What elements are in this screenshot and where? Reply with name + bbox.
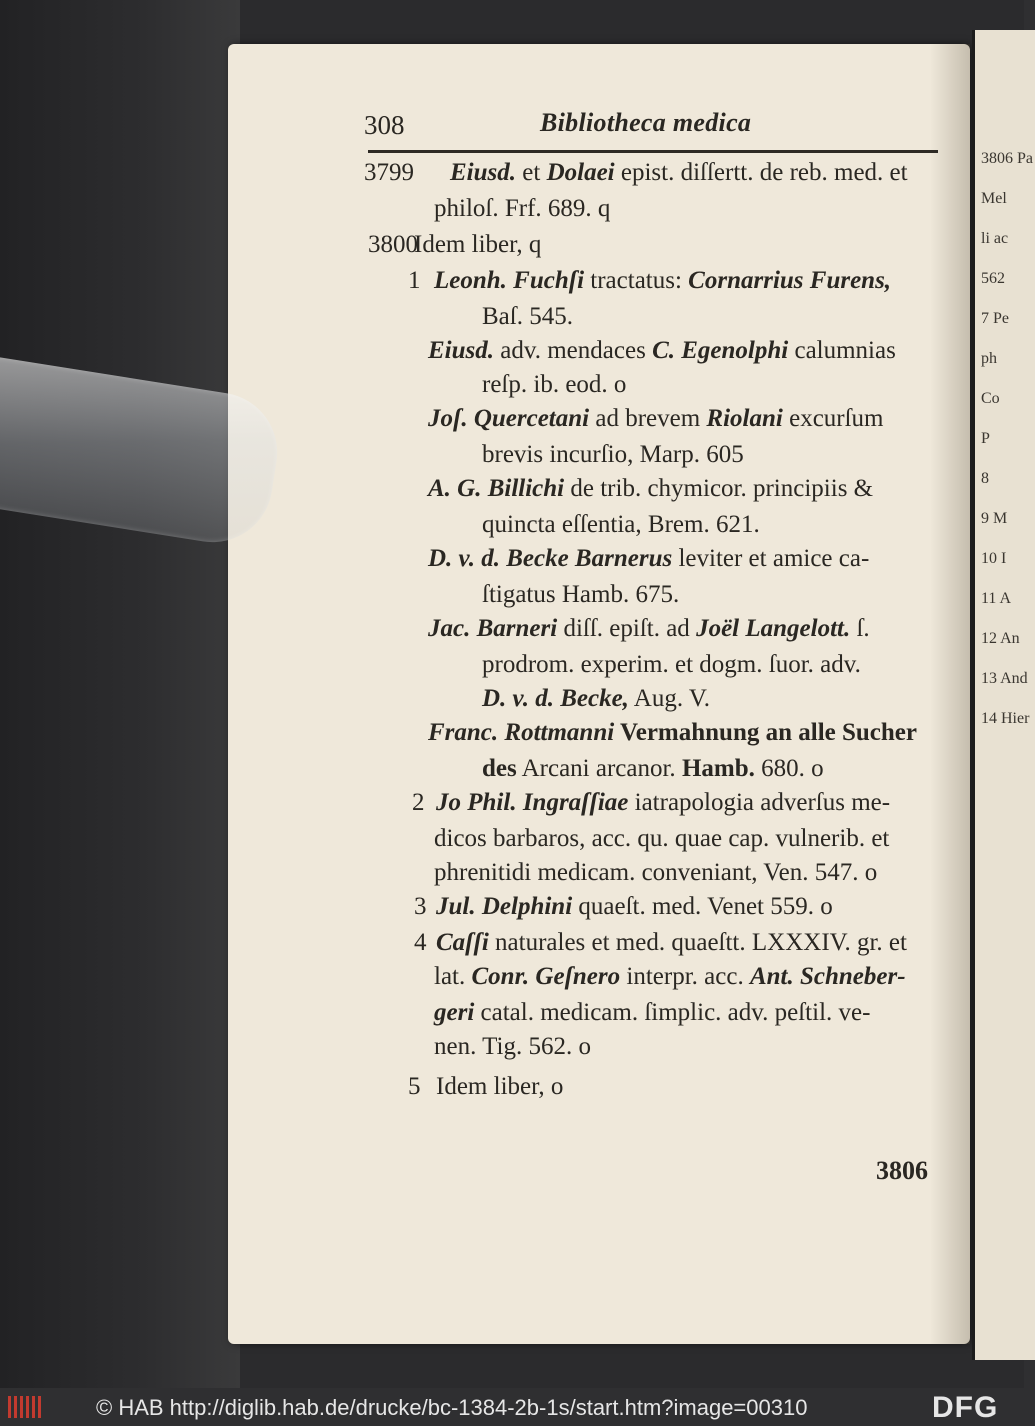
entry-line <box>436 1072 563 1102</box>
entry-number: 3 <box>414 893 427 920</box>
entry-text-segment: Joſ. Quercetani <box>428 405 590 432</box>
entry-text-segment: Eiusd. <box>428 337 495 364</box>
entry-text-segment: Eiusd. <box>450 159 517 186</box>
catchword: 3806 <box>876 1156 928 1185</box>
entry-text-segment: Vermahnung an alle Sucher <box>614 719 918 746</box>
entry-text-segment: brevis incurſio, Marp. 605 <box>482 441 744 468</box>
entry-number: 1 <box>408 267 421 294</box>
entry-line <box>482 580 679 610</box>
entry-text-segment: interpr. acc. <box>620 963 750 990</box>
entry-line <box>428 544 869 574</box>
entry-text-segment: excurſum <box>782 405 884 432</box>
entry-line <box>450 158 908 188</box>
entry-text-segment: D. v. d. Becke, <box>482 685 629 712</box>
entry-text-segment: 680. o <box>754 755 824 782</box>
entry-text-segment: adv. mendaces <box>494 337 653 364</box>
facing-page-fragment: 13 And <box>981 670 1028 687</box>
entry-text-segment: Franc. Rottmanni <box>428 719 615 746</box>
entry-line <box>434 194 610 224</box>
facing-page-fragment: 3806 Pa <box>981 150 1033 167</box>
entry-text-segment: Baſ. 545. <box>482 303 573 330</box>
entry-text-segment: et <box>516 159 547 186</box>
entry-line <box>428 474 873 504</box>
entry-line <box>434 266 891 296</box>
entry-text-segment: Leonh. Fuchſi <box>434 267 585 294</box>
entry-line <box>434 824 889 854</box>
header-rule <box>368 150 938 153</box>
entry-number: 4 <box>414 929 427 956</box>
entry-text-segment: quaeſt. med. Venet 559. o <box>572 893 833 920</box>
facing-page-fragment: 7 Pe <box>981 310 1009 327</box>
facing-page-fragment: 562 <box>981 270 1005 287</box>
entry-line <box>414 230 541 260</box>
entry-text-segment: philoſ. Frf. 689. q <box>434 195 611 222</box>
facing-page-fragment: 14 Hier <box>981 710 1030 727</box>
entry-text-segment: Arcani arcanor. <box>516 755 682 782</box>
facing-page-fragment: li ac <box>981 230 1009 247</box>
entry-text-segment: C. Egenolphi <box>652 337 789 364</box>
entry-text-segment: leviter et amice ca- <box>672 545 870 572</box>
entry-number: 2 <box>412 789 425 816</box>
page-number: 308 <box>364 110 405 140</box>
entry-line <box>428 404 884 434</box>
entry-text-segment: Conr. Geſnero <box>471 963 621 990</box>
entry-text-segment: reſp. ib. eod. o <box>482 371 627 398</box>
entry-text-segment: lat. <box>434 963 472 990</box>
entry-text-segment: Jo Phil. Ingraſſiae <box>436 789 629 816</box>
entry-text-segment: phrenitidi medicam. conveniant, Ven. 547. o <box>434 859 878 886</box>
facing-page-fragment: 11 A <box>981 590 1012 607</box>
entry-text-segment: ſtigatus Hamb. 675. <box>482 581 680 608</box>
entry-text-segment: epist. diſſertt. de reb. med. et <box>614 159 908 186</box>
page-gutter-shadow <box>930 44 970 1344</box>
entry-text-segment: ad brevem <box>589 405 707 432</box>
entry-text-segment: Caſſi <box>436 929 489 956</box>
entry-text-segment: A. G. Billichi <box>428 475 565 502</box>
entry-text-segment: Jac. Barneri <box>428 615 558 642</box>
entry-line <box>482 650 861 680</box>
entry-text-segment: prodrom. experim. et dogm. ſuor. adv. <box>482 651 861 678</box>
entry-text-segment: Hamb. <box>681 755 755 782</box>
entry-text-segment: Aug. V. <box>628 685 710 712</box>
entry-number: 3799 <box>364 159 414 186</box>
footer-bar <box>0 1388 1024 1426</box>
entry-line <box>434 962 906 992</box>
entry-number: 5 <box>408 1073 421 1100</box>
entry-number: 3800 <box>368 231 418 258</box>
entry-line <box>482 302 573 332</box>
facing-page-fragment: 12 An <box>981 630 1020 647</box>
entry-line <box>482 440 744 470</box>
entry-line <box>482 754 824 784</box>
entry-text-segment: Dolaei <box>546 159 615 186</box>
entry-text-segment: Jul. Delphini <box>436 893 573 920</box>
entry-line <box>434 1032 591 1062</box>
copyright-url-text: © HAB http://diglib.hab.de/drucke/bc-1384-2b-1s/start.htm?image=00310 <box>96 1395 808 1420</box>
entry-text-segment: Ant. Schneber- <box>749 963 906 990</box>
hab-logo-icon <box>6 1392 46 1422</box>
entry-text-segment: dicos barbaros, acc. qu. quae cap. vulnerib. et <box>434 825 890 852</box>
entry-text-segment: naturales et med. quaeſtt. LXXXIV. gr. et <box>488 929 907 956</box>
entry-line <box>482 510 760 540</box>
entry-line <box>482 684 710 714</box>
scanner-background <box>0 0 240 1388</box>
entry-text-segment: ſ. <box>850 615 870 642</box>
facing-page-fragment: 9 M <box>981 510 1008 527</box>
entry-text-segment: Idem liber, o <box>436 1073 564 1100</box>
entry-line <box>434 998 870 1028</box>
facing-page-fragment: 10 I <box>981 550 1007 567</box>
entry-text-segment: Joël Langelott. <box>696 615 851 642</box>
entry-text-segment: D. v. d. Becke Barnerus <box>428 545 673 572</box>
entry-text-segment: nen. Tig. 562. o <box>434 1033 591 1060</box>
entry-text-segment: quincta eſſentia, Brem. 621. <box>482 511 760 538</box>
entry-text-segment: Cornarrius Furens, <box>688 267 892 294</box>
entry-line <box>428 718 917 748</box>
entry-text-segment: des <box>482 755 517 782</box>
facing-page-fragment: Mel <box>981 190 1007 207</box>
facing-page-fragment: 8 <box>981 470 989 487</box>
entry-text-segment: diſſ. epiſt. ad <box>557 615 697 642</box>
entry-line <box>436 892 833 922</box>
book-page <box>228 44 970 1344</box>
entry-line <box>436 928 907 958</box>
running-head: Bibliotheca medica <box>540 108 752 137</box>
entry-text-segment: calumnias <box>788 337 896 364</box>
entry-text-segment: iatrapologia adverſus me- <box>628 789 891 816</box>
entry-text-segment: Idem liber, q <box>414 231 542 258</box>
entry-line <box>482 370 626 400</box>
entry-line <box>428 336 896 366</box>
entry-line <box>434 858 877 888</box>
facing-page-fragment: Co <box>981 390 1000 407</box>
entry-text-segment: tractatus: <box>584 267 689 294</box>
entry-text-segment: Riolani <box>706 405 783 432</box>
entry-text-segment: geri <box>434 999 475 1026</box>
facing-page-fragment: P <box>981 430 990 447</box>
dfg-logo: DFG <box>932 1391 999 1424</box>
entry-text-segment: de trib. chymicor. principiis & <box>564 475 874 502</box>
facing-page-edge <box>972 30 1035 1360</box>
entry-line <box>436 788 890 818</box>
entry-text-segment: catal. medicam. ſimplic. adv. peſtil. ve- <box>474 999 871 1026</box>
facing-page-fragment: ph <box>981 350 997 367</box>
entry-line <box>428 614 870 644</box>
